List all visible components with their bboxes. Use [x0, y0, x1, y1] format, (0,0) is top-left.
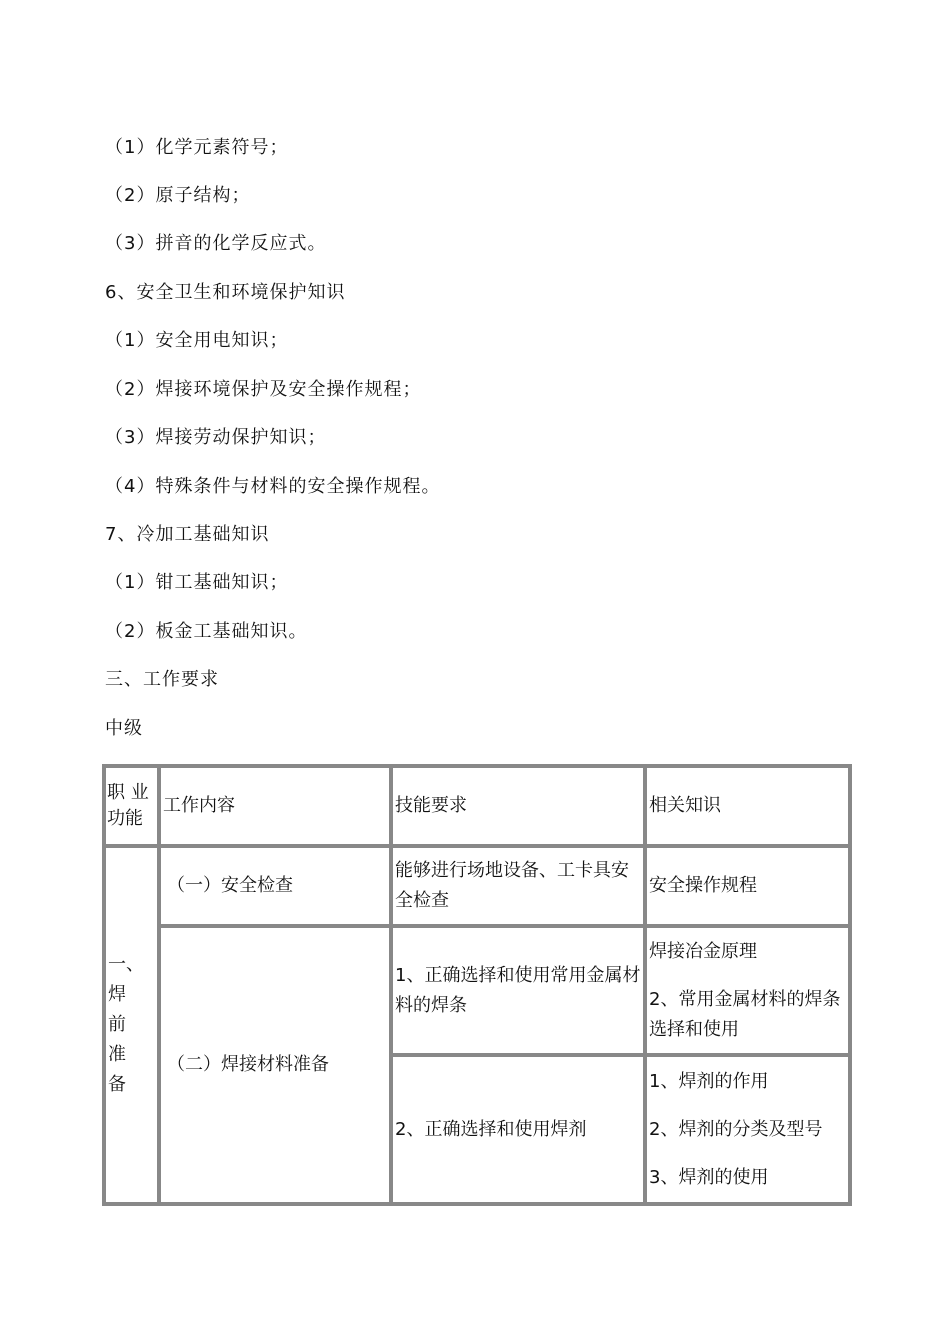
skill-cell: 2、正确选择和使用焊剂: [391, 1055, 645, 1204]
function-char: 一、: [108, 954, 144, 975]
function-char: 前: [108, 1014, 126, 1035]
knowledge-item: 3、焊剂的使用: [649, 1166, 769, 1188]
content-cell: （一）安全检查: [159, 846, 391, 926]
text-line: （3）拼音的化学反应式。: [105, 233, 327, 254]
text-line: （1）钳工基础知识；: [105, 572, 289, 593]
knowledge-cell: 安全操作规程: [645, 846, 850, 926]
header-knowledge: 相关知识: [645, 766, 850, 846]
text-line: （2）原子结构；: [105, 185, 251, 206]
text-line: （2）板金工基础知识。: [105, 621, 308, 642]
text-line: （1）化学元素符号；: [105, 137, 289, 158]
header-function: 职 业功能: [104, 766, 159, 846]
knowledge-item: 2、常用金属材料的焊条选择和使用: [649, 988, 841, 1040]
table-row: [104, 926, 850, 1055]
function-char: 备: [108, 1074, 126, 1095]
skill-cell: 能够进行场地设备、工卡具安全检查: [391, 846, 645, 926]
text-line: （2）焊接环境保护及安全操作规程；: [105, 379, 422, 400]
chapter-heading: 三、工作要求: [105, 669, 219, 690]
knowledge-item: 2、焊剂的分类及型号: [649, 1118, 823, 1140]
header-skill: 技能要求: [391, 766, 645, 846]
function-char: 焊: [108, 984, 126, 1005]
level-heading: 中级: [105, 718, 143, 739]
function-char: 准: [108, 1044, 126, 1065]
work-requirements-table: [102, 764, 852, 1206]
table-header-row: [104, 766, 850, 846]
knowledge-cell: [645, 926, 850, 1055]
content-cell: （二）焊接材料准备: [159, 926, 391, 1204]
section-heading: 7、冷加工基础知识: [105, 524, 270, 545]
header-content: 工作内容: [159, 766, 391, 846]
knowledge-item: 1、焊剂的作用: [649, 1070, 769, 1092]
skill-cell: 1、正确选择和使用常用金属材料的焊条: [391, 926, 645, 1055]
function-cell: [104, 846, 159, 1204]
table-row: [104, 846, 850, 926]
text-line: （3）焊接劳动保护知识；: [105, 427, 327, 448]
text-line: （4）特殊条件与材料的安全操作规程。: [105, 476, 441, 497]
knowledge-cell: [645, 1055, 850, 1204]
knowledge-item: 焊接冶金原理: [649, 940, 757, 962]
text-line: （1）安全用电知识；: [105, 330, 289, 351]
section-heading: 6、安全卫生和环境保护知识: [105, 282, 346, 303]
